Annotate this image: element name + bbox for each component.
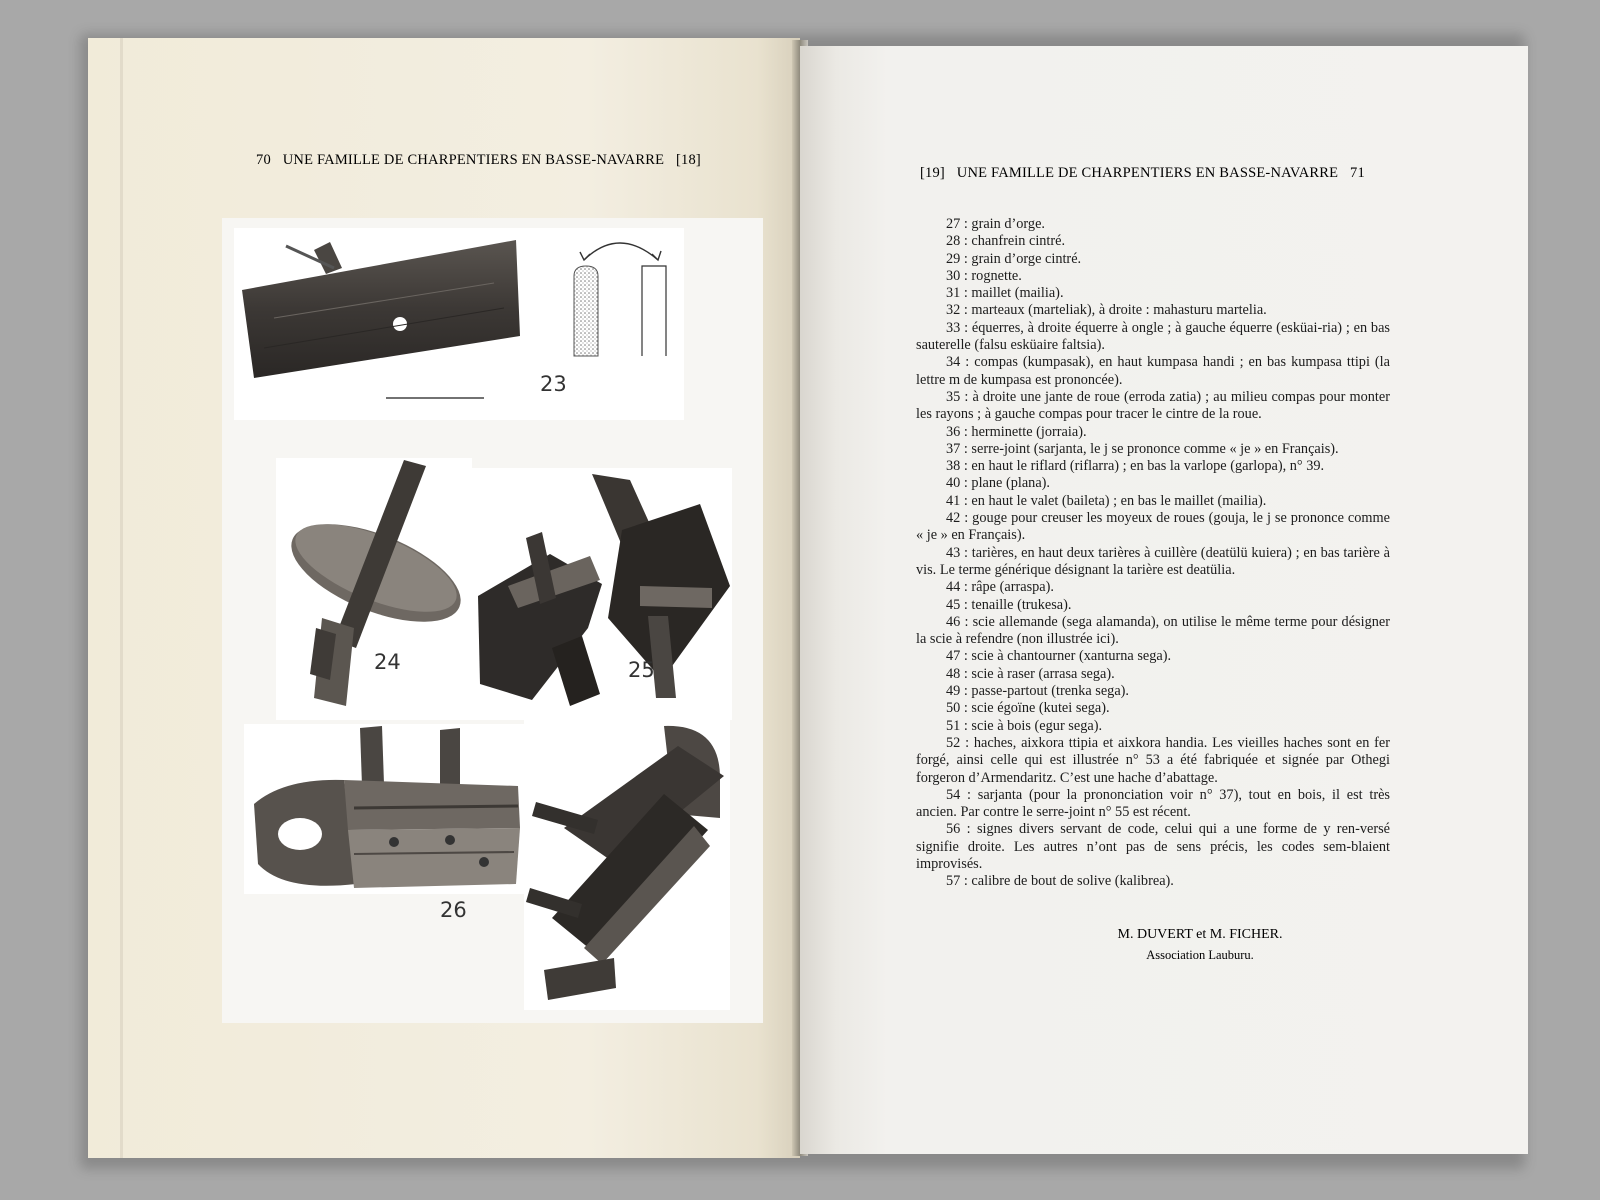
legend-entry: 49 : passe-partout (trenka sega). <box>946 683 1130 700</box>
association-name: Association Lauburu. <box>1146 948 1254 962</box>
section-marker-left: [18] <box>675 152 701 168</box>
legend-entry: 35 : à droite une jante de roue (erroda zatia) ; au milieu compas pour monter les rayons ; à gauche compas pour tracer le cintre de la roue. <box>916 388 1390 423</box>
legend-entry: 31 : maillet (mailia). <box>946 285 1064 302</box>
legend-entry: 28 : chanfrein cintré. <box>946 233 1066 250</box>
legend-entry: 46 : scie allemande (sega alamanda), on utilise le même terme pour désigner la scie à refendre (non illustrée ici). <box>916 613 1390 648</box>
figure-26-photo-a <box>244 724 524 894</box>
running-head-right <box>920 165 1365 182</box>
legend-entry: 40 : plane (plana). <box>946 475 1051 492</box>
figure-26-photo-b <box>524 718 730 1010</box>
page-number-left: 70 <box>256 152 271 168</box>
section-marker-right: [19] <box>920 165 945 181</box>
tool-legend-list <box>916 216 1390 891</box>
figure-label-26: 26 <box>440 898 467 922</box>
figure-25-photo <box>472 468 732 720</box>
legend-entry: 56 : signes divers servant de code, celui qui a une forme de y ren-versé signifie droite. Les autres n’ont pas de sens précis, les codes sem-blaient improvisés. <box>916 821 1390 872</box>
running-head-left <box>256 152 701 169</box>
legend-entry: 36 : herminette (jorraia). <box>946 423 1087 440</box>
figure-23-photo <box>234 228 524 420</box>
running-title-right: UNE FAMILLE DE CHARPENTIERS EN BASSE-NAVARRE <box>956 165 1339 181</box>
plough-plane-b-image <box>524 718 730 1010</box>
page-number-right: 71 <box>1350 165 1365 181</box>
legend-entry: 52 : haches, aixkora ttipia et aixkora handia. Les vieilles haches sont en fer forgé, ainsi celle qui est illustrée n° 53 a été fabriquée et signée par Othegi forgeron d’Armendaritz. C’est une hache d’abattage. <box>916 734 1390 786</box>
legend-entry: 32 : marteaux (marteliak), à droite : mahasturu martelia. <box>946 302 1267 319</box>
figure-label-24: 24 <box>374 650 401 674</box>
author-signature: M. DUVERT et M. FICHER. <box>1117 927 1283 942</box>
legend-entry: 54 : sarjanta (pour la prononciation voir n° 37), tout en bois, il est très ancien. Par contre le serre-joint n° 55 est récent. <box>916 786 1390 821</box>
legend-entry: 45 : tenaille (trukesa). <box>946 596 1072 613</box>
plough-plane-a-image <box>244 724 524 894</box>
legend-entry: 48 : scie à raser (arrasa sega). <box>946 665 1115 682</box>
photo-plate <box>222 218 763 1023</box>
figure-24-photo <box>276 458 472 720</box>
legend-entry: 44 : râpe (arraspa). <box>946 579 1054 596</box>
legend-entry: 50 : scie égoïne (kutei sega). <box>946 700 1110 717</box>
legend-entry: 37 : serre-joint (sarjanta, le j se prononce comme « je » en Français). <box>946 440 1339 457</box>
figure-label-25: 25 <box>628 658 655 682</box>
legend-entry: 51 : scie à bois (egur sega). <box>946 717 1103 734</box>
marking-gauge-image <box>276 458 472 720</box>
legend-entry: 42 : gouge pour creuser les moyeux de roues (gouja, le j se prononce comme « je » en Français). <box>916 510 1390 544</box>
legend-entry: 41 : en haut le valet (baileta) ; en bas le maillet (mailia). <box>946 492 1267 509</box>
running-title-left: UNE FAMILLE DE CHARPENTIERS EN BASSE-NAVARRE <box>282 152 665 168</box>
moulding-plane-image <box>234 228 524 420</box>
legend-entry: 47 : scie à chantourner (xanturna sega). <box>946 648 1172 665</box>
legend-entry: 29 : grain d’orge cintré. <box>946 250 1082 267</box>
legend-entry: 30 : rognette. <box>946 267 1022 284</box>
legend-entry: 38 : en haut le riflard (riflarra) ; en bas la varlope (garlopa), n° 39. <box>946 458 1325 475</box>
legend-entry: 33 : équerres, à droite équerre à ongle ; à gauche équerre (esküai-ria) ; en bas sauterelle (falsu esküaire faltsia). <box>916 319 1390 354</box>
legend-entry: 34 : compas (kumpasak), en haut kumpasa handi ; en bas kumpasa ttipi (la lettre m de kumpasa est prononcée). <box>916 354 1390 388</box>
legend-entry: 43 : tarières, en haut deux tarières à cuillère (deatülü kuiera) ; en bas tarière à vis. Le terme générique désignant la tarière est deatülia. <box>916 544 1390 578</box>
figure-label-23: 23 <box>540 372 567 396</box>
legend-entry: 27 : grain d’orge. <box>946 216 1045 232</box>
legend-entry: 57 : calibre de bout de solive (kalibrea). <box>946 873 1174 890</box>
mortise-gauges-image <box>472 468 732 720</box>
page-edge <box>120 38 123 1158</box>
